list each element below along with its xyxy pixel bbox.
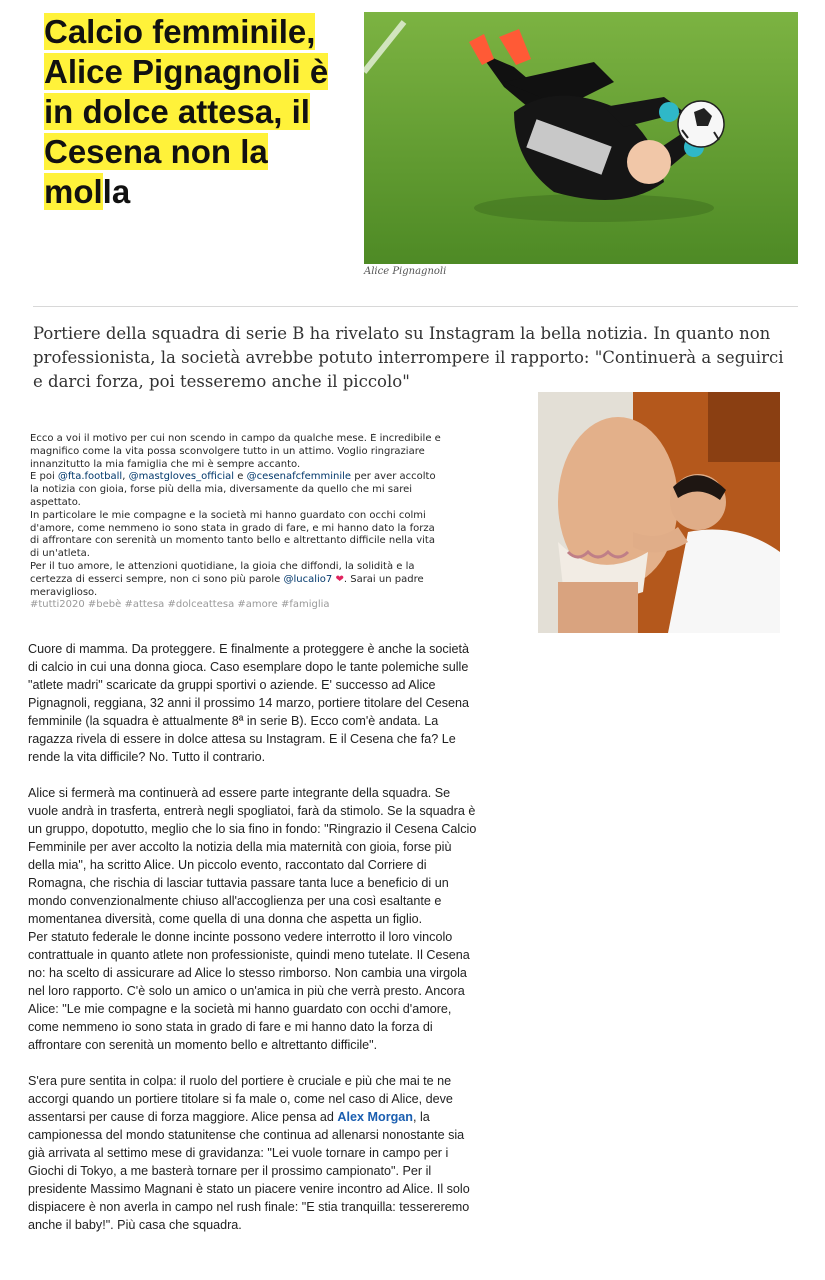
instagram-paragraph: In particolare le mie compagne e la società mi hanno guardato con occhi colmi d'amore, come nemmeno io sono stata in grado di fare, e mi hanno dato la forza di affrontare con serenità un momento tanto bello e altrettanto difficile nella vita di un'atleta. [30, 509, 435, 560]
article-headline [44, 12, 344, 212]
hero-caption: Alice Pignagnoli [364, 266, 447, 277]
divider [33, 306, 798, 307]
article-paragraph [28, 1072, 478, 1234]
text: , [122, 471, 129, 483]
text: Per il tuo amore, le attenzioni quotidiane, la gioia che diffondi, la solidità e la certezza di esserci sempre, non ci sono più parole [30, 560, 415, 585]
instagram-paragraph [30, 561, 442, 599]
pregnancy-photo [538, 392, 780, 633]
mention-link[interactable]: @fta.football [57, 471, 123, 483]
text: , la campionessa del mondo statunitense che continua ad allenarsi nonostante sia già arrivata al settimo mese di gravidanza: "Lei vuole tornare in campo per i Giochi di Tokyo, a me basterà tornare per il prossimo campionato". Per il presidente Massimo Magnani è stato un piacere venire incontro ad Alice. Il solo dispiacere è non averla in campo nel rush finale: "E stia tranquilla: tessereremo anche il baby!". Più casa che squadra. [28, 1110, 470, 1232]
text: per aver accolto la notizia con gioia, forse più della mia, diversamente da quello che mi sarei aspettato. [30, 471, 436, 508]
instagram-paragraph [30, 471, 442, 509]
mention-link[interactable]: @cesenafcfemminile [246, 471, 352, 483]
headline-line-5-plain: la [102, 173, 131, 210]
headline-line-2: Alice Pignagnoli è [44, 53, 329, 90]
text: E poi [30, 471, 58, 483]
headline-line-5-highlighted: mol [44, 173, 103, 210]
article-paragraph: Cuore di mamma. Da proteggere. E finalmente a proteggere è anche la società di calcio in cui una donna gioca. Caso esemplare dopo le tante polemiche sulle "atlete madri" scaricate da gruppi sportivi o aziende. E' successo ad Alice Pignagnoli, reggiana, 32 anni il prossimo 14 marzo, portiere titolare del Cesena femminile (la squadra è attualmente 8ª in serie B). Ecco com'è andata. La ragazza rivela di essere in dolce attesa su Instagram. E il Cesena che fa? Le rende la vita difficile? No. Tutto il contrario. [28, 642, 470, 764]
goalkeeper-illustration [364, 12, 798, 264]
headline-line-1: Calcio femminile, [44, 13, 316, 50]
text: e [234, 471, 247, 483]
headline-line-3: in dolce attesa, il [44, 93, 310, 130]
article-paragraph: Alice si fermerà ma continuerà ad essere parte integrante della squadra. Se vuole andrà in trasferta, entrerà negli spogliatoi, farà da stimolo. Se la squadra è un gruppo, dopotutto, meglio che lo sia fino in fondo: "Ringrazio il Cesena Calcio Femminile per aver accolto la notizia della mia maternità con gioia, forse più della mia", ha scritto Alice. Un piccolo evento, raccontato dal Corriere di Romagna, che rischia di lasciar tuttavia passare tanta luce a beneficio di un mondo convenzionalmente chiuso all'accoglienza per una così esaltante e momentanea diversità, come quella di una donna che aspetta un figlio. [28, 786, 477, 926]
mention-link[interactable]: @mastgloves_official [128, 471, 235, 483]
headline-line-4: Cesena non la [44, 133, 268, 170]
article-paragraph: Per statuto federale le donne incinte possono vedere interrotto il loro vincolo contrattuale in quanto atlete non professioniste, quindi meno tutelate. Il Cesena no: ha scelto di assicurare ad Alice lo stesso rimborso. Non cambia una virgola nel loro rapporto. C'è solo un amico o un'amica in più che verrà presto. Ancora Alice: "Le mie compagne e la società mi hanno guardato con occhi d'amore, come nemmeno io sono stata in grado di fare e mi hanno dato la forza di affrontare con serenità un momento bello e altrettanto difficile". [28, 930, 470, 1052]
mention-link[interactable]: @lucalio7 [283, 573, 333, 585]
instagram-hashtags: #tutti2020 #bebè #attesa #dolceattesa #amore #famiglia [30, 599, 330, 611]
hero-photo [364, 12, 798, 264]
instagram-paragraph: Ecco a voi il motivo per cui non scendo in campo da qualche mese. È incredibile e magnifico come la vita possa sconvolgere tutto in un attimo. Voglio ringraziare innanzitutto la mia famiglia che mi è sempre accanto. [30, 433, 441, 470]
couple-illustration [538, 392, 780, 633]
article-body [28, 640, 478, 1252]
article-summary: Portiere della squadra di serie B ha rivelato su Instagram la bella notizia. In quanto non professionista, la società avrebbe potuto interrompere il rapporto: "Continuerà a seguirci e darci forza, poi tesseremo anche il piccolo" [33, 324, 784, 391]
instagram-post-caption [30, 433, 442, 611]
heart-icon: ❤ [335, 573, 344, 585]
text: . Sarai un padre meraviglioso. [30, 573, 424, 598]
alex-morgan-link[interactable]: Alex Morgan [337, 1110, 413, 1124]
text: S'era pure sentita in colpa: il ruolo del portiere è cruciale e più che mai te ne accorgi quando un portiere titolare si fa male o, come nel caso di Alice, deve assentarsi per cause di forza maggiore. Alice pensa ad [28, 1074, 453, 1124]
